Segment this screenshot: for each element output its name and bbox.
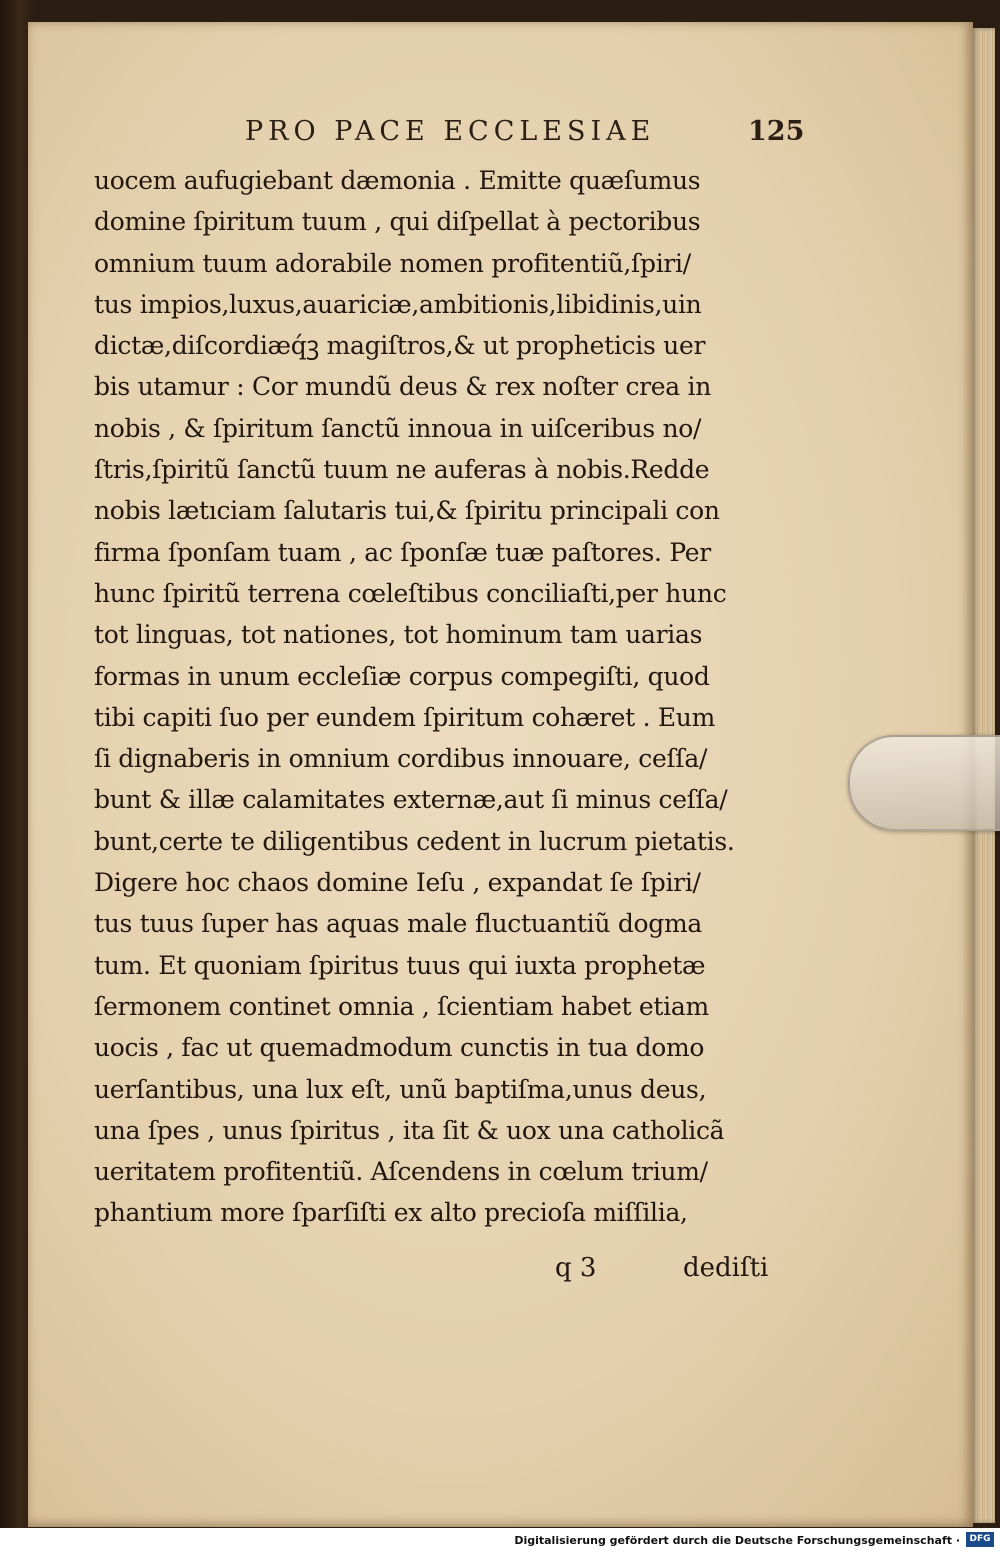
text-line: uocis , fac ut quemadmodum cunctis in tua domo bbox=[94, 1033, 705, 1063]
text-line: firma ſponſam tuam , ac ſponſæ tuæ paſtores. Per bbox=[94, 537, 711, 567]
text-line: domine ſpiritum tuum , qui diſpellat à pectoribus bbox=[94, 207, 701, 237]
text-line: uocem aufugiebant dæmonia . Emitte quæſumus bbox=[94, 166, 701, 195]
text-line: phantium more ſparſiſti ex alto precioſa miſſilia, bbox=[94, 1198, 688, 1228]
text-line: nobis lætıciam ſalutaris tui,& ſpiritu principali con bbox=[94, 496, 720, 526]
text-line: tot linguas, tot nationes, tot hominum tam uarias bbox=[94, 620, 703, 650]
text-line: tus impios,luxus,auariciæ,ambitionis,libidinis,uin bbox=[94, 289, 702, 319]
dfg-logo: DFG bbox=[966, 1532, 994, 1547]
text-line: tus tuus ſuper has aquas male fluctuantiũ dogma bbox=[94, 909, 702, 939]
funding-credit: Digitalisierung gefördert durch die Deutsche Forschungsgemeinschaft · bbox=[514, 1534, 960, 1547]
text-line: uerſantibus, una lux eſt, unũ baptiſma,unus deus, bbox=[94, 1074, 707, 1104]
running-head bbox=[0, 116, 1000, 156]
footer-bar bbox=[0, 1528, 1000, 1552]
text-line: bunt & illæ calamitates externæ,aut ſi minus ceſſa/ bbox=[94, 785, 728, 815]
text-line: tibi capiti ſuo per eundem ſpiritum cohæret . Eum bbox=[94, 702, 716, 732]
page-clip bbox=[848, 735, 1000, 831]
catchword: dediſti bbox=[683, 1253, 769, 1283]
text-line: una ſpes , unus ſpiritus , ita ſit & uox una catholicã bbox=[94, 1115, 725, 1145]
text-line: dictæ,diſcordiæq́ꝫ magiſtros,& ut propheticis uer bbox=[94, 331, 706, 361]
text-line: Digere hoc chaos domine Ieſu , expandat ſe ſpiri/ bbox=[94, 868, 701, 898]
text-line: ſtris,ſpiritũ ſanctũ tuum ne auferas à nobis.Redde bbox=[94, 455, 710, 485]
text-line: nobis , & ſpiritum ſanctũ innoua in uiſceribus no/ bbox=[94, 413, 702, 443]
text-line: bis utamur : Cor mundũ deus & rex noſter crea in bbox=[94, 372, 712, 402]
running-head-title: PRO PACE ECCLESIAE bbox=[245, 116, 656, 147]
text-line: tum. Et quoniam ſpiritus tuus qui iuxta prophetæ bbox=[94, 950, 706, 980]
text-line: ueritatem profitentiũ. Aſcendens in cœlum trium/ bbox=[94, 1157, 708, 1187]
text-line: formas in unum eccleſiæ corpus compegiſti, quod bbox=[94, 661, 710, 691]
folio-number: 125 bbox=[748, 116, 805, 147]
text-line: ſermonem continet omnia , ſcientiam habet etiam bbox=[94, 991, 709, 1021]
text-line: ſi dignaberis in omnium cordibus innouare, ceſſa/ bbox=[94, 744, 708, 774]
text-line: bunt,certe te diligentibus cedent in lucrum pietatis. bbox=[94, 826, 735, 856]
signature-mark: q 3 bbox=[555, 1253, 597, 1283]
text-line: omnium tuum adorabile nomen profitentiũ,ſpiri/ bbox=[94, 248, 691, 278]
text-line: hunc ſpiritũ terrena cœleſtibus conciliaſti,per hunc bbox=[94, 578, 727, 608]
body-text bbox=[94, 160, 794, 1234]
